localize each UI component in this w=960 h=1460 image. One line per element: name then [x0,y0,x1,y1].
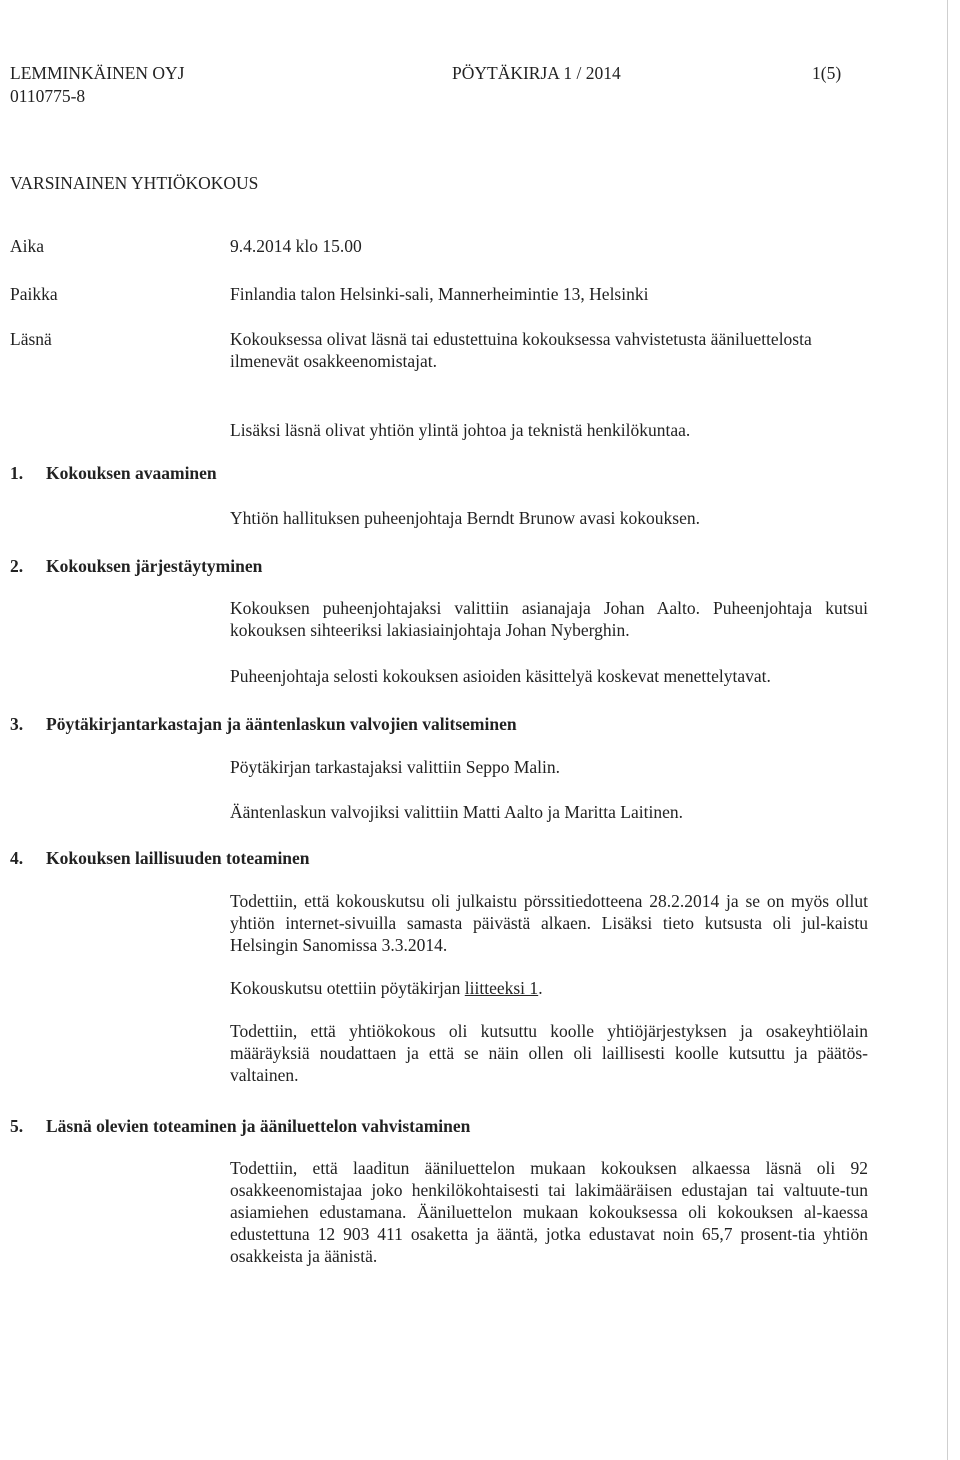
page-number: 1(5) [812,63,842,83]
section-4-paragraph-3: Todettiin, että yhtiökokous oli kutsuttu koolle yhtiöjärjestyksen ja osakeyhtiölain määräyksiä noudattaen ja että se näin ollen oli laillisesti koolle kutsuttu ja päätös-valtainen. [230,1021,868,1085]
section-5-paragraph-1: Todettiin, että laaditun ääniluettelon mukaan kokouksen alkaessa läsnä oli 92 osakkeenomistajaa joko henkilökohtaisesti tai lakimääräisen edustajan tai valtuute-tun asiamiehen edustamana. Ääniluettelon mukaan kokouksessa oli kokouksen al-kaessa edustettuna 12 903 411 osaketta ja ääntä, jotka edustavat noin 65,7 prosent-tia yhtiön osakkeista ja äänistä. [230,1158,868,1266]
present-label: Läsnä [10,329,52,349]
section-3-paragraph-2: Ääntenlaskun valvojiksi valittiin Matti Aalto ja Maritta Laitinen. [230,802,683,822]
section-1-paragraph: Yhtiön hallituksen puheenjohtaja Berndt Brunow avasi kokouksen. [230,508,700,528]
attachment-text: Kokouskutsu otettiin pöytäkirjan [230,978,465,998]
section-4-title: Kokouksen laillisuuden toteaminen [46,848,310,868]
section-3-number: 3. [10,714,24,734]
section-4-number: 4. [10,848,24,868]
section-4-paragraph-1: Todettiin, että kokouskutsu oli julkaistu pörssitiedotteena 28.2.2014 ja se on myös ollut yhtiön internet-sivuilla samasta päivästä alkaen. Lisäksi tieto kutsusta oli jul-kaistu Helsingin Sanomissa 3.3.2014. [230,891,868,955]
section-5-title: Läsnä olevien toteaminen ja ääniluettelon vahvistaminen [46,1116,471,1136]
place-label: Paikka [10,284,58,304]
company-id: 0110775-8 [10,86,86,106]
section-5-number: 5. [10,1116,24,1136]
section-2-title: Kokouksen järjestäytyminen [46,556,263,576]
present-paragraph-1: Kokouksessa olivat läsnä tai edustettuina kokouksessa vahvistetusta ääniluettelosta ilmenevät osakkeenomistajat. [230,329,812,371]
company-name: LEMMINKÄINEN OYJ [10,63,185,83]
place-value: Finlandia talon Helsinki-sali, Mannerheimintie 13, Helsinki [230,284,649,304]
section-3-paragraph-1: Pöytäkirjan tarkastajaksi valittiin Seppo Malin. [230,757,561,777]
section-3-title: Pöytäkirjantarkastajan ja ääntenlaskun valvojien valitseminen [46,714,517,734]
present-paragraph-2: Lisäksi läsnä olivat yhtiön ylintä johtoa ja teknistä henkilökuntaa. [230,420,691,440]
section-1-number: 1. [10,463,24,483]
document-title: PÖYTÄKIRJA 1 / 2014 [452,63,621,83]
section-4-paragraph-2 [230,977,543,999]
scan-edge-line [947,0,948,1460]
section-2-number: 2. [10,556,24,576]
time-label: Aika [10,236,45,256]
time-value: 9.4.2014 klo 15.00 [230,236,362,256]
attachment-suffix: . [538,978,543,998]
attachment-link[interactable]: liitteeksi 1 [464,978,539,998]
section-2-paragraph-1: Kokouksen puheenjohtajaksi valittiin asianajaja Johan Aalto. Puheenjohtaja kutsui kokouksen sihteeriksi lakiasiainjohtaja Johan Nyberghin. [230,598,868,640]
section-2-paragraph-2: Puheenjohtaja selosti kokouksen asioiden käsittelyä koskevat menettelytavat. [230,666,771,686]
meeting-title: VARSINAINEN YHTIÖKOKOUS [10,173,259,193]
section-1-title: Kokouksen avaaminen [46,463,217,483]
